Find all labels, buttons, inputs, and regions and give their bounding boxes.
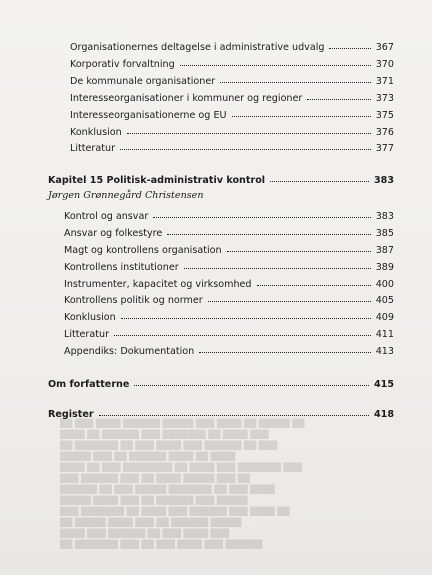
toc-entry[interactable]	[64, 261, 394, 274]
toc-entry[interactable]	[70, 75, 394, 88]
dot-leader	[329, 40, 370, 49]
chapter-title: Kapitel 15 Politisk-administrativ kontrol	[48, 175, 266, 186]
toc-entry-label: Ansvar og folkestyre	[64, 228, 163, 239]
toc-entry-label: Organisationernes deltagelse i administrative udvalg	[70, 42, 325, 53]
toc-entry[interactable]	[70, 142, 394, 155]
toc-entry-page: 411	[375, 329, 394, 340]
dot-leader	[232, 108, 371, 117]
toc-entry[interactable]	[70, 109, 394, 122]
toc-entry-label: Magt og kontrollens organisation	[64, 245, 222, 256]
chapter-heading[interactable]	[48, 174, 394, 187]
toc-entry[interactable]	[70, 41, 394, 54]
chapter-author: Jørgen Grønnegård Christensen	[48, 190, 204, 201]
toc-entry-page: 387	[375, 245, 394, 256]
dot-leader	[220, 74, 370, 83]
toc-entry-label: Om forfatterne	[48, 379, 130, 390]
toc-entry-page: 370	[375, 59, 394, 70]
toc-entry-page: 383	[375, 211, 394, 222]
toc-entry[interactable]	[64, 345, 394, 358]
dot-leader	[208, 293, 371, 302]
toc-entry-page: 377	[375, 143, 394, 154]
toc-entry[interactable]	[64, 210, 394, 223]
toc-entry-label: Interesseorganisationer i kommuner og regioner	[70, 93, 303, 104]
dot-leader	[227, 243, 371, 252]
toc-entry-page: 375	[375, 110, 394, 121]
toc-entry-label: Konklusion	[64, 312, 116, 323]
toc-entry-label: Register	[48, 409, 94, 420]
toc-entry-page: 385	[375, 228, 394, 239]
toc-entry[interactable]	[70, 92, 394, 105]
toc-entry-label: Korporativ forvaltning	[70, 59, 175, 70]
toc-entry-page: 371	[375, 76, 394, 87]
toc-entry[interactable]	[64, 278, 394, 291]
toc-entry-page: 418	[373, 409, 394, 420]
dot-leader	[120, 141, 371, 150]
toc-entry-page: 376	[375, 127, 394, 138]
toc-entry-label: Litteratur	[70, 143, 116, 154]
toc-entry-page: 389	[375, 262, 394, 273]
toc-entry-page: 405	[375, 295, 394, 306]
toc-entry-label: Instrumenter, kapacitet og virksomhed	[64, 279, 252, 290]
toc-entry[interactable]	[64, 311, 394, 324]
toc-entry-page: 367	[375, 42, 394, 53]
toc-entry[interactable]	[70, 58, 394, 71]
dot-leader	[307, 91, 370, 100]
dot-leader	[99, 407, 369, 416]
toc-entry[interactable]	[64, 227, 394, 240]
dot-leader	[257, 277, 371, 286]
dot-leader	[127, 125, 371, 134]
toc-entry-label: Kontrollens institutioner	[64, 262, 179, 273]
toc-entry[interactable]	[64, 244, 394, 257]
dot-leader	[121, 310, 371, 319]
dot-leader	[114, 327, 371, 336]
toc-entry-page: 413	[375, 346, 394, 357]
dot-leader	[134, 377, 369, 386]
toc-entry-label: Kontrol og ansvar	[64, 211, 149, 222]
toc-entry-authors[interactable]	[48, 378, 394, 391]
toc-entry-label: Appendiks: Dokumentation	[64, 346, 195, 357]
toc-entry-label: Konklusion	[70, 127, 122, 138]
toc-entry-label: De kommunale organisationer	[70, 76, 216, 87]
chapter-page: 383	[373, 175, 394, 186]
dot-leader	[270, 173, 369, 182]
toc-entry-label: Litteratur	[64, 329, 110, 340]
show-through-text: ██ ███ ████ ██████ █████ ███ ████ ██ █████ ██ ████ ██ ██████ ███ ███████ ██ ████ ███ ██ ███████ ██ ███ ████ ███ ██████ ██ ███ █████ ███ ██ ██████ ████ ██ ████ ████ ██ ███ ████████ ██ ████ ███ ███████ ███ ███ ██████ ███ ██ ████ █████ ███ ██ ██████ ██ ███ █████ ███████ ██ ███ ████ █████ ████ ███ ██ ██████ ███ █████ ███ ███████ ██ ████ ███ ██████ ███ ████ ██ ██ █████ ████ ███ ██ ██████ █████ ████ ███ ██████ ██ ███ ████ ███ ██ ███████ ███ ██ ███ ████ ███ ██████	[60, 419, 305, 549]
dot-leader	[153, 209, 370, 218]
toc-entry[interactable]	[64, 294, 394, 307]
toc-entry[interactable]	[70, 126, 394, 139]
toc-entry-page: 400	[375, 279, 394, 290]
toc-entry-label: Kontrollens politik og normer	[64, 295, 203, 306]
toc-entry-page: 415	[373, 379, 394, 390]
dot-leader	[180, 57, 371, 66]
toc-entry-label: Interesseorganisationerne og EU	[70, 110, 227, 121]
toc-entry-register[interactable]	[48, 408, 394, 421]
toc-entry[interactable]	[64, 328, 394, 341]
dot-leader	[184, 260, 371, 269]
dot-leader	[167, 226, 370, 235]
toc-entry-page: 373	[375, 93, 394, 104]
toc-entry-page: 409	[375, 312, 394, 323]
dot-leader	[199, 344, 370, 353]
